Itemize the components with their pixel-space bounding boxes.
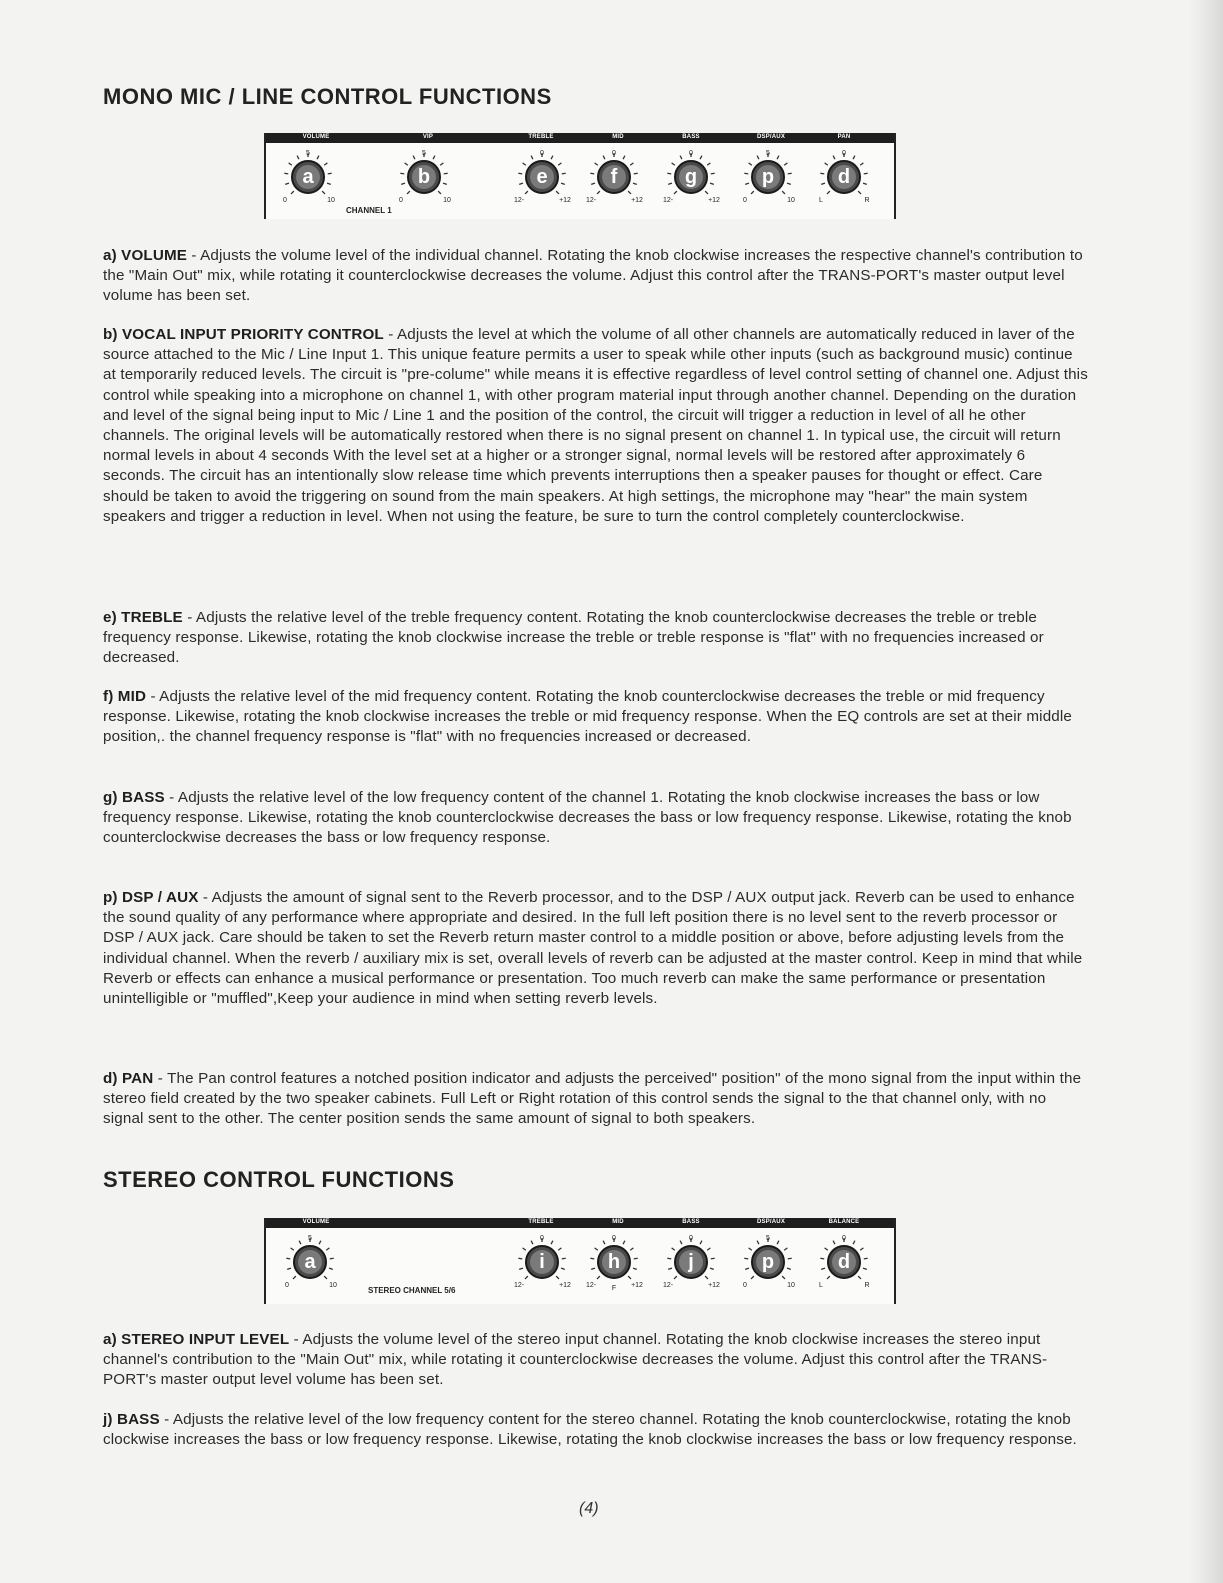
knob-e: [510, 147, 574, 207]
panel-label-bass: BASS: [682, 134, 700, 140]
para-label: j) BASS: [103, 1411, 160, 1428]
knob-scale-left: 0: [399, 197, 403, 204]
knob-scale-top: 0: [689, 150, 693, 157]
panel-label-mid: MID: [612, 134, 624, 140]
knob-letter: d: [837, 1251, 851, 1273]
para-text: - Adjusts the volume level of the stereo input channel. Rotating the knob clockwise increases the stereo input channel's contribution to the "Main Out" mix, while rotating it counterclockwise decreases the volume. Adjust this control after the TRANS-PORT's master output level volume has been set.: [103, 1331, 1048, 1389]
para-text: - Adjusts the relative level of the low frequency content of the channel 1. Rotating the knob clockwise increases the bass or low frequency response. Likewise, rotating the knob counterclockwise decreases the bass or low frequency response. Likewise, rotating the knob counterclockwise decreases the bass or low frequency response.: [103, 789, 1072, 847]
knob-d: [812, 147, 876, 207]
channel-label: STEREO CHANNEL 5/6: [368, 1286, 456, 1295]
knob-scale-right: R: [864, 197, 870, 204]
knob-scale-top: 0: [612, 1235, 616, 1242]
knob-b: [392, 147, 456, 207]
panel-label-pan: PAN: [837, 134, 851, 140]
panel-label-volume: VOLUME: [302, 134, 330, 140]
knob-scale-top: 0: [842, 150, 846, 157]
mono-section-title: MONO MIC / LINE CONTROL FUNCTIONS: [103, 84, 552, 109]
knob-scale-top: 5: [422, 150, 426, 157]
para-text: - Adjusts the volume level of the individual channel. Rotating the knob clockwise increases the respective channel's contribution to the "Main Out" mix, while rotating it counterclockwise decreases the volume. Adjust this control after the TRANS-PORT's master output level volume has been set.: [103, 247, 1083, 305]
knob-scale-left: 12-: [585, 197, 597, 204]
knob-letter: i: [539, 1251, 545, 1273]
knob-a: [278, 1232, 342, 1292]
knob-scale-right: 10: [327, 197, 335, 204]
para-label: a) VOLUME: [103, 247, 188, 264]
para-treble: [103, 608, 1088, 669]
knob-scale-top: 0: [540, 150, 544, 157]
knob-scale-bottom: F: [611, 1285, 617, 1292]
channel-label: CHANNEL 1: [346, 206, 392, 215]
mono-channel-panel: [264, 133, 896, 219]
knob-j: [659, 1232, 723, 1292]
para-stereo-bass: [103, 1410, 1088, 1450]
knob-f: [582, 147, 646, 207]
panel-label-vip: VIP: [422, 134, 434, 140]
knob-scale-top: 5: [306, 150, 310, 157]
para-label: g) BASS: [103, 789, 165, 806]
para-dsp-aux: [103, 888, 1088, 1009]
para-vocal-priority: [103, 325, 1088, 527]
knob-scale-top: 0: [689, 1235, 693, 1242]
knob-letter: b: [417, 166, 431, 188]
knob-scale-right: 10: [329, 1282, 337, 1289]
para-label: d) PAN: [103, 1070, 154, 1087]
knob-scale-right: +12: [631, 197, 643, 204]
knob-letter: p: [761, 1251, 775, 1273]
knob-scale-top: 0: [842, 1235, 846, 1242]
page-edge-shadow: [1189, 0, 1223, 1583]
knob-scale-left: 0: [743, 1282, 747, 1289]
knob-letter: f: [610, 166, 618, 188]
knob-p: [736, 1232, 800, 1292]
knob-d: [812, 1232, 876, 1292]
para-text: - Adjusts the relative level of the low frequency content for the stereo channel. Rotating the knob counterclockwise, rotating the knob clockwise increases the bass or low frequency response. Likewise, rotating the knob clockwise increases the bass or low frequency response.: [103, 1411, 1077, 1449]
para-mid: [103, 687, 1088, 748]
panel-label-mid: MID: [612, 1219, 624, 1225]
para-volume: [103, 246, 1088, 307]
knob-scale-left: 12-: [585, 1282, 597, 1289]
knob-scale-top: 0: [540, 1235, 544, 1242]
knob-scale-right: +12: [559, 1282, 571, 1289]
knob-letter: e: [536, 166, 548, 188]
para-text: - Adjusts the relative level of the treble frequency content. Rotating the knob counterclockwise decreases the treble or treble frequency response. Likewise, rotating the knob clockwise increase the treble or treble response is "flat" with no frequencies increased or decreased.: [103, 609, 1044, 667]
panel-label-dsp-aux: DSP/AUX: [756, 1219, 786, 1225]
para-bass: [103, 788, 1088, 849]
stereo-channel-panel: [264, 1218, 896, 1304]
knob-scale-left: L: [819, 1282, 823, 1289]
panel-label-volume: VOLUME: [302, 1219, 330, 1225]
panel-label-treble: TREBLE: [528, 134, 554, 140]
para-label: p) DSP / AUX: [103, 889, 199, 906]
knob-scale-left: 0: [743, 197, 747, 204]
para-text: - The Pan control features a notched position indicator and adjusts the perceived" position" of the mono signal from the input within the stereo field created by the two speaker cabinets. Full Left or Right rotation of this control sends the signal to the that channel only, with no signal sent to the other. The center position sends the same amount of signal to both speakers.: [103, 1070, 1082, 1128]
knob-scale-top: 5: [308, 1235, 312, 1242]
knob-a: [276, 147, 340, 207]
knob-scale-right: +12: [708, 1282, 720, 1289]
knob-h: [582, 1232, 646, 1292]
knob-scale-right: 10: [787, 197, 795, 204]
knob-scale-top: 0: [612, 150, 616, 157]
knob-scale-top: 5: [766, 150, 770, 157]
panel-label-balance: BALANCE: [828, 1219, 860, 1225]
knob-scale-left: 0: [283, 197, 287, 204]
knob-scale-right: 10: [443, 197, 451, 204]
knob-letter: p: [761, 166, 775, 188]
panel-label-treble: TREBLE: [528, 1219, 554, 1225]
para-text: - Adjusts the amount of signal sent to the Reverb processor, and to the DSP / AUX output jack. Reverb can be used to enhance the sound quality of any performance where appropriate and desired. In the full left position there is no level sent to the reverb processor or DSP / AUX jack. Care should be taken to set the Reverb return master control to a middle position or above, before adjusting levels from the individual channel. When the reverb / auxiliary mix is set, overall levels of reverb can be adjusted at the master control. Keep in mind that while Reverb or effects can enhance a musical performance or presentation. Too much reverb can make the same performance or presentation unintelligible or "muffled",Keep your audience in mind when setting reverb levels.: [103, 889, 1083, 1008]
knob-letter: a: [302, 166, 314, 188]
knob-scale-left: 12-: [513, 1282, 525, 1289]
knob-scale-left: 12-: [662, 1282, 674, 1289]
knob-scale-right: +12: [631, 1282, 643, 1289]
knob-i: [510, 1232, 574, 1292]
panel-label-bar: [266, 1218, 894, 1228]
knob-letter: j: [688, 1251, 694, 1273]
para-pan: [103, 1069, 1088, 1130]
knob-scale-left: L: [819, 197, 823, 204]
knob-letter: h: [607, 1251, 621, 1273]
para-stereo-input-level: [103, 1330, 1088, 1391]
para-label: b) VOCAL INPUT PRIORITY CONTROL: [103, 326, 384, 343]
panel-label-bar: [266, 133, 894, 143]
knob-letter: g: [684, 166, 698, 188]
knob-letter: a: [304, 1251, 316, 1273]
knob-p: [736, 147, 800, 207]
page-number: (4): [579, 1500, 599, 1517]
knob-scale-right: R: [864, 1282, 870, 1289]
panel-label-bass: BASS: [682, 1219, 700, 1225]
stereo-section-title: STEREO CONTROL FUNCTIONS: [103, 1167, 455, 1192]
knob-scale-left: 12-: [662, 197, 674, 204]
knob-scale-right: 10: [787, 1282, 795, 1289]
knob-letter: d: [837, 166, 851, 188]
knob-scale-right: +12: [708, 197, 720, 204]
knob-scale-left: 0: [285, 1282, 289, 1289]
para-label: f) MID: [103, 688, 147, 705]
panel-label-dsp-aux: DSP/AUX: [756, 134, 786, 140]
para-text: - Adjusts the relative level of the mid frequency content. Rotating the knob counterclockwise decreases the treble or mid frequency response. Likewise, rotating the knob clockwise increases the treble or mid frequency response. When the EQ controls are set at their middle position,. the channel frequency response is "flat" with no frequencies increased or decreased.: [103, 688, 1073, 746]
para-label: a) STEREO INPUT LEVEL: [103, 1331, 290, 1348]
para-text: - Adjusts the level at which the volume of all other channels are automatically reduced in laver of the source attached to the Mic / Line Input 1. This unique feature permits a user to speak while other inputs (such as background music) continue at temporarily reduced levels. The circuit is "pre-colume" while means it is effective regardless of level control setting of channel one. Adjust this control while speaking into a microphone on channel 1, with other program material input through another channel. Depending on the duration and level of the signal being input to Mic / Line 1 and the position of the control, the circuit will trigger a reduction in level of all he other channels. The original levels will be automatically restored when there is no signal present on channel 1. In typical use, the circuit will return normal levels in about 4 seconds With the level set at a higher or a stronger signal, normal levels will be restored after approximately 6 seconds. The circuit has an intentionally slow release time which prevents interruptions then a speaker pauses for thought or effect. Care should be taken to avoid the triggering on sound from the main speakers. At high settings, the microphone may "hear" the main system speakers and trigger a reduction in level. When not using the feature, be sure to turn the control completely counterclockwise.: [103, 326, 1088, 525]
knob-scale-top: 5: [766, 1235, 770, 1242]
knob-scale-left: 12-: [513, 197, 525, 204]
knob-g: [659, 147, 723, 207]
knob-scale-right: +12: [559, 197, 571, 204]
para-label: e) TREBLE: [103, 609, 183, 626]
